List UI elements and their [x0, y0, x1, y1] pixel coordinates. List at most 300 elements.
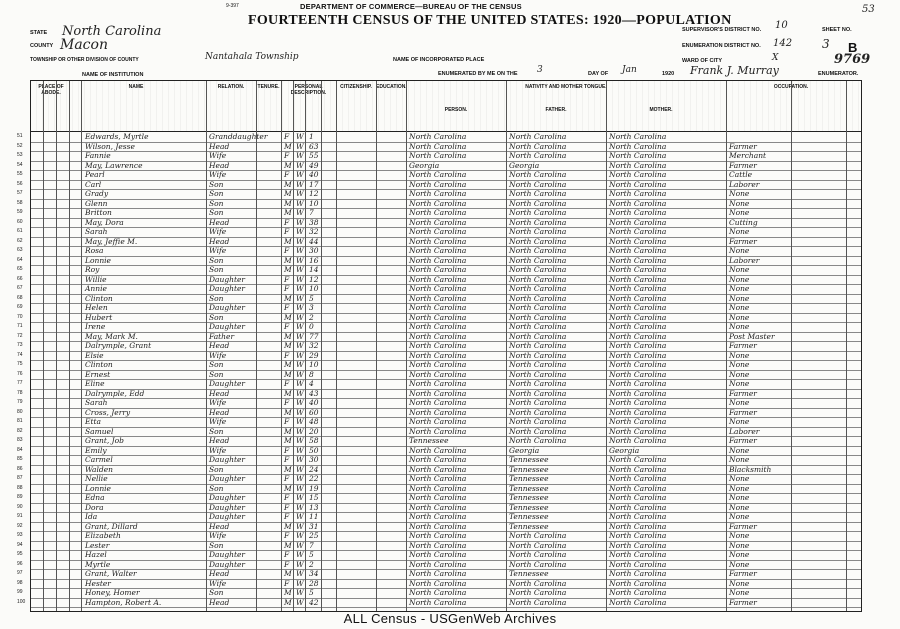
cell-bp: North Carolina	[409, 189, 467, 198]
cell-occ: None	[729, 445, 750, 455]
cell-age: 19	[309, 483, 319, 493]
cell-no: 87	[17, 475, 23, 481]
cell-fbp: North Carolina	[509, 303, 567, 312]
cell-age: 63	[309, 141, 319, 151]
cell-mbp: North Carolina	[609, 483, 667, 493]
cell-race: W	[296, 350, 304, 360]
header-name: NAME	[128, 84, 144, 90]
cell-bp: North Carolina	[409, 521, 467, 531]
cell-fbp: North Carolina	[509, 322, 567, 331]
cell-sex: M	[284, 255, 292, 265]
cell-race: W	[296, 312, 304, 322]
cell-mbp: North Carolina	[609, 322, 667, 331]
cell-no: 77	[17, 380, 23, 386]
cell-race: W	[296, 189, 304, 198]
cell-bp: North Carolina	[409, 464, 467, 474]
cell-rel: Wife	[209, 350, 227, 360]
cell-name: Britton	[85, 208, 112, 217]
cell-bp: North Carolina	[409, 569, 467, 578]
cell-bp: North Carolina	[409, 426, 467, 436]
cell-no: 80	[17, 408, 23, 415]
cell-fbp: North Carolina	[509, 284, 567, 293]
cell-age: 2	[309, 559, 314, 569]
census-table	[17, 80, 862, 612]
cell-age: 55	[309, 151, 319, 160]
cell-rel: Wife	[209, 227, 227, 236]
cell-fbp: Tennessee	[509, 512, 549, 521]
cell-race: W	[296, 236, 304, 246]
cell-name: Grant, Job	[85, 436, 124, 445]
cell-name: Irene	[85, 322, 106, 331]
cell-sex: F	[284, 379, 290, 388]
cell-fbp: North Carolina	[509, 341, 567, 350]
cell-fbp: Tennessee	[509, 521, 549, 531]
cell-no: 92	[17, 522, 23, 529]
cell-occ: None	[729, 550, 750, 559]
cell-rel: Son	[209, 208, 224, 217]
cell-race: W	[296, 246, 304, 255]
cell-sex: M	[284, 483, 292, 493]
cell-name: Sarah	[85, 398, 108, 407]
cell-rel: Head	[209, 597, 230, 607]
cell-fbp: North Carolina	[509, 350, 567, 360]
cell-age: 10	[309, 284, 319, 293]
cell-no: 74	[17, 351, 23, 358]
cell-race: W	[296, 255, 304, 265]
cell-rel: Daughter	[209, 322, 245, 331]
cell-bp: North Carolina	[409, 303, 467, 312]
cell-occ: Farmer	[729, 521, 757, 531]
cell-sex: F	[284, 151, 290, 160]
cell-fbp: North Carolina	[509, 426, 567, 436]
cell-rel: Son	[209, 369, 224, 379]
cell-age: 28	[309, 578, 319, 588]
cell-fbp: North Carolina	[509, 293, 567, 303]
cell-fbp: North Carolina	[509, 436, 567, 445]
cell-race: W	[296, 217, 304, 227]
enumerator-name: Frank J. Murray	[690, 64, 779, 77]
cell-name: Honey, Homer	[85, 588, 140, 597]
cell-sex: M	[284, 407, 292, 417]
cell-mbp: North Carolina	[609, 303, 667, 312]
cell-name: Carmel	[85, 455, 113, 464]
cell-bp: North Carolina	[409, 227, 467, 236]
cell-age: 32	[309, 227, 319, 236]
cell-sex: F	[284, 474, 290, 483]
cell-no: 89	[17, 494, 23, 500]
cell-name: Samuel	[85, 426, 114, 436]
cell-fbp: North Carolina	[509, 559, 567, 569]
cell-no: 83	[17, 437, 23, 443]
cell-bp: North Carolina	[409, 265, 467, 274]
cell-bp: North Carolina	[409, 493, 467, 502]
cell-no: 56	[17, 180, 23, 187]
header-tenure: TENURE.	[257, 84, 280, 90]
cell-name: Myrtle	[85, 559, 111, 569]
cell-age: 4	[309, 379, 314, 388]
cell-no: 52	[17, 142, 23, 149]
cell-sex: M	[284, 331, 292, 341]
cell-rel: Daughter	[209, 284, 245, 293]
cell-rel: Daughter	[209, 379, 245, 388]
cell-name: Edna	[85, 493, 105, 502]
cell-occ: Blacksmith	[729, 464, 772, 474]
cell-fbp: North Carolina	[509, 578, 567, 588]
cell-fbp: North Carolina	[509, 236, 567, 246]
cell-occ: Farmer	[729, 569, 757, 578]
cell-no: 61	[17, 228, 23, 234]
cell-bp: North Carolina	[409, 388, 467, 398]
enumeration-district-label: ENUMERATION DISTRICT NO.	[682, 43, 761, 49]
cell-no: 57	[17, 190, 23, 196]
cell-age: 49	[309, 160, 319, 170]
cell-no: 93	[17, 532, 23, 538]
cell-mbp: North Carolina	[609, 369, 667, 379]
cell-name: May, Mark M.	[85, 331, 138, 341]
cell-occ: Merchant	[729, 151, 767, 160]
state-label: STATE	[30, 30, 48, 36]
cell-name: Dora	[85, 502, 104, 512]
cell-name: Etta	[85, 417, 101, 426]
cell-mbp: North Carolina	[609, 312, 667, 322]
cell-mbp: North Carolina	[609, 569, 667, 578]
cell-rel: Son	[209, 255, 224, 265]
cell-race: W	[296, 569, 304, 578]
cell-mbp: North Carolina	[609, 464, 667, 474]
cell-rel: Head	[209, 436, 230, 445]
cell-fbp: North Carolina	[509, 369, 567, 379]
page-title: FOURTEENTH CENSUS OF THE UNITED STATES: 1920—POPULATION	[248, 13, 732, 28]
cell-sex: M	[284, 436, 292, 445]
cell-rel: Son	[209, 293, 224, 303]
cell-mbp: North Carolina	[609, 493, 667, 502]
cell-sex: F	[284, 284, 290, 293]
cell-bp: North Carolina	[409, 246, 467, 255]
cell-race: W	[296, 151, 304, 160]
watermark: ALL Census - USGenWeb Archives	[343, 611, 557, 626]
cell-fbp: Tennessee	[509, 483, 549, 493]
cell-rel: Daughter	[209, 550, 245, 559]
cell-race: W	[296, 550, 304, 559]
cell-fbp: Georgia	[509, 445, 540, 455]
cell-race: W	[296, 502, 304, 512]
cell-sex: M	[284, 540, 292, 550]
cell-rel: Son	[209, 312, 224, 322]
cell-bp: North Carolina	[409, 312, 467, 322]
cell-race: W	[296, 132, 304, 141]
cell-name: Cross, Jerry	[85, 407, 131, 417]
cell-no: 78	[17, 389, 23, 396]
cell-name: Ernest	[85, 369, 111, 379]
cell-no: 97	[17, 570, 23, 576]
cell-age: 44	[309, 236, 319, 246]
cell-name: May, Lawrence	[85, 160, 143, 170]
cell-name: Sarah	[85, 227, 108, 236]
cell-fbp: North Carolina	[509, 417, 567, 426]
cell-name: May, Dora	[85, 217, 124, 227]
cell-race: W	[296, 208, 304, 217]
cell-race: W	[296, 160, 304, 170]
cell-no: 64	[17, 256, 23, 263]
header-citizenship: CITIZENSHIP.	[340, 84, 372, 90]
cell-fbp: North Carolina	[509, 550, 567, 559]
cell-mbp: North Carolina	[609, 189, 667, 198]
cell-no: 55	[17, 171, 23, 177]
cell-no: 94	[17, 541, 23, 548]
corner-number: 53	[862, 4, 875, 15]
cell-no: 70	[17, 313, 23, 320]
cell-sex: M	[284, 141, 292, 151]
cell-rel: Wife	[209, 170, 227, 179]
cell-mbp: North Carolina	[609, 474, 667, 483]
cell-rel: Son	[209, 360, 224, 369]
cell-no: 71	[17, 323, 23, 329]
cell-age: 40	[309, 170, 319, 179]
cell-race: W	[296, 426, 304, 436]
cell-occ: None	[729, 189, 750, 198]
cell-occ: None	[729, 493, 750, 502]
cell-fbp: Tennessee	[509, 569, 549, 578]
cell-bp: North Carolina	[409, 255, 467, 265]
cell-fbp: North Carolina	[509, 274, 567, 284]
cell-race: W	[296, 521, 304, 531]
cell-mbp: North Carolina	[609, 255, 667, 265]
cell-sex: F	[284, 559, 290, 569]
cell-sex: M	[284, 369, 292, 379]
cell-no: 58	[17, 199, 23, 206]
cell-age: 12	[309, 189, 319, 198]
cell-mbp: North Carolina	[609, 284, 667, 293]
cell-bp: North Carolina	[409, 151, 467, 160]
cell-age: 7	[309, 208, 314, 217]
header-occupation: OCCUPATION.	[773, 84, 809, 90]
cell-name: Clinton	[85, 293, 113, 303]
cell-sex: F	[284, 445, 290, 455]
cell-bp: North Carolina	[409, 217, 467, 227]
cell-occ: None	[729, 540, 750, 550]
cell-occ: None	[729, 379, 750, 388]
cell-age: 2	[309, 312, 314, 322]
cell-mbp: North Carolina	[609, 246, 667, 255]
supervisor-district-label: SUPERVISOR'S DISTRICT NO.	[682, 27, 762, 33]
cell-name: Elsie	[85, 350, 104, 360]
cell-mbp: North Carolina	[609, 502, 667, 512]
ward-label: WARD OF CITY	[682, 58, 723, 64]
cell-race: W	[296, 303, 304, 312]
cell-sex: F	[284, 350, 290, 360]
cell-occ: Post Master	[729, 331, 775, 341]
cell-race: W	[296, 578, 304, 588]
cell-fbp: North Carolina	[509, 398, 567, 407]
cell-age: 20	[309, 426, 319, 436]
cell-age: 22	[309, 474, 319, 483]
enumerated-month: Jan	[622, 65, 637, 75]
cell-mbp: North Carolina	[609, 265, 667, 274]
cell-mbp: North Carolina	[609, 407, 667, 417]
cell-rel: Son	[209, 179, 224, 189]
header-personal: PERSONAL DESCRIPTION.	[290, 84, 327, 96]
cell-mbp: North Carolina	[609, 417, 667, 426]
cell-mbp: North Carolina	[609, 398, 667, 407]
cell-name: Willie	[85, 274, 107, 284]
cell-bp: North Carolina	[409, 483, 467, 493]
cell-bp: North Carolina	[409, 274, 467, 284]
cell-name: Grady	[85, 189, 109, 198]
cell-bp: North Carolina	[409, 531, 467, 540]
cell-name: Glenn	[85, 198, 108, 208]
cell-name: Dalrymple, Edd	[85, 388, 145, 398]
cell-race: W	[296, 493, 304, 502]
cell-bp: North Carolina	[409, 512, 467, 521]
cell-no: 98	[17, 579, 23, 586]
cell-fbp: North Carolina	[509, 208, 567, 217]
cell-fbp: North Carolina	[509, 540, 567, 550]
cell-fbp: North Carolina	[509, 189, 567, 198]
cell-race: W	[296, 417, 304, 426]
cell-race: W	[296, 407, 304, 417]
cell-no: 66	[17, 275, 23, 282]
cell-occ: None	[729, 208, 750, 217]
cell-occ: None	[729, 284, 750, 293]
cell-mbp: North Carolina	[609, 141, 667, 151]
cell-mbp: North Carolina	[609, 227, 667, 236]
cell-sex: M	[284, 208, 292, 217]
cell-occ: Farmer	[729, 597, 757, 607]
cell-rel: Daughter	[209, 474, 245, 483]
cell-occ: Farmer	[729, 341, 757, 350]
cell-fbp: Tennessee	[509, 474, 549, 483]
cell-occ: None	[729, 531, 750, 540]
cell-no: 85	[17, 456, 23, 462]
cell-rel: Son	[209, 540, 224, 550]
cell-name: Wilson, Jesse	[85, 141, 135, 151]
cell-age: 1	[309, 132, 314, 141]
cell-mbp: North Carolina	[609, 540, 667, 550]
cell-no: 84	[17, 446, 23, 453]
cell-fbp: North Carolina	[509, 141, 567, 151]
cell-age: 40	[309, 398, 319, 407]
cell-bp: North Carolina	[409, 559, 467, 569]
cell-occ: None	[729, 360, 750, 369]
cell-bp: North Carolina	[409, 341, 467, 350]
cell-sex: F	[284, 578, 290, 588]
cell-rel: Head	[209, 569, 230, 578]
cell-rel: Son	[209, 464, 224, 474]
cell-age: 34	[309, 569, 319, 578]
cell-mbp: North Carolina	[609, 360, 667, 369]
cell-fbp: North Carolina	[509, 360, 567, 369]
cell-occ: Laborer	[729, 255, 760, 265]
cell-sex: F	[284, 303, 290, 312]
cell-rel: Wife	[209, 578, 227, 588]
cell-occ: None	[729, 303, 750, 312]
cell-fbp: North Carolina	[509, 388, 567, 398]
cell-sex: M	[284, 597, 292, 607]
cell-age: 77	[309, 331, 319, 341]
cell-name: Lonnie	[85, 483, 111, 493]
cell-fbp: Tennessee	[509, 464, 549, 474]
cell-race: W	[296, 474, 304, 483]
cell-bp: North Carolina	[409, 331, 467, 341]
table-row	[17, 597, 861, 609]
cell-sex: M	[284, 388, 292, 398]
cell-sex: F	[284, 550, 290, 559]
cell-no: 60	[17, 218, 23, 225]
cell-no: 72	[17, 332, 23, 339]
cell-occ: None	[729, 588, 750, 597]
cell-occ: Farmer	[729, 236, 757, 246]
cell-occ: None	[729, 293, 750, 303]
cell-sex: M	[284, 464, 292, 474]
cell-fbp: North Carolina	[509, 132, 567, 141]
cell-occ: Farmer	[729, 141, 757, 151]
cell-no: 99	[17, 589, 23, 595]
cell-fbp: North Carolina	[509, 407, 567, 417]
cell-no: 59	[17, 209, 23, 215]
cell-occ: None	[729, 350, 750, 360]
ward-value: X	[772, 53, 779, 63]
cell-sex: M	[284, 360, 292, 369]
cell-age: 32	[309, 341, 319, 350]
cell-sex: F	[284, 398, 290, 407]
cell-age: 0	[309, 322, 314, 331]
enumerated-day: 3	[537, 65, 543, 75]
cell-bp: North Carolina	[409, 284, 467, 293]
cell-race: W	[296, 531, 304, 540]
sheet-label: SHEET NO.	[822, 27, 852, 33]
cell-mbp: North Carolina	[609, 132, 667, 141]
cell-mbp: North Carolina	[609, 170, 667, 179]
cell-mbp: North Carolina	[609, 350, 667, 360]
cell-rel: Wife	[209, 445, 227, 455]
cell-bp: North Carolina	[409, 540, 467, 550]
cell-no: 73	[17, 342, 23, 348]
cell-fbp: Georgia	[509, 160, 540, 170]
cell-race: W	[296, 265, 304, 274]
cell-rel: Father	[209, 331, 235, 341]
header-person: PERSON.	[444, 107, 468, 113]
cell-age: 24	[309, 464, 319, 474]
cell-rel: Daughter	[209, 274, 245, 284]
cell-mbp: North Carolina	[609, 588, 667, 597]
cell-sex: M	[284, 341, 292, 350]
state-value: North Carolina	[62, 24, 162, 39]
cell-bp: North Carolina	[409, 293, 467, 303]
cell-name: Dalrymple, Grant	[85, 341, 152, 350]
cell-name: Hazel	[85, 550, 107, 559]
cell-sex: F	[284, 132, 290, 141]
cell-rel: Head	[209, 521, 230, 531]
cell-fbp: North Carolina	[509, 227, 567, 236]
cell-occ: None	[729, 483, 750, 493]
cell-bp: North Carolina	[409, 379, 467, 388]
cell-age: 30	[309, 455, 319, 464]
cell-bp: North Carolina	[409, 322, 467, 331]
cell-rel: Daughter	[209, 502, 245, 512]
cell-rel: Head	[209, 141, 230, 151]
cell-age: 14	[309, 265, 319, 274]
cell-race: W	[296, 284, 304, 293]
cell-rel: Wife	[209, 398, 227, 407]
cell-sex: M	[284, 265, 292, 274]
cell-bp: North Carolina	[409, 597, 467, 607]
cell-mbp: North Carolina	[609, 559, 667, 569]
cell-occ: Farmer	[729, 160, 757, 170]
cell-sex: F	[284, 322, 290, 331]
cell-no: 96	[17, 560, 23, 567]
cell-sex: M	[284, 179, 292, 189]
cell-mbp: North Carolina	[609, 512, 667, 521]
